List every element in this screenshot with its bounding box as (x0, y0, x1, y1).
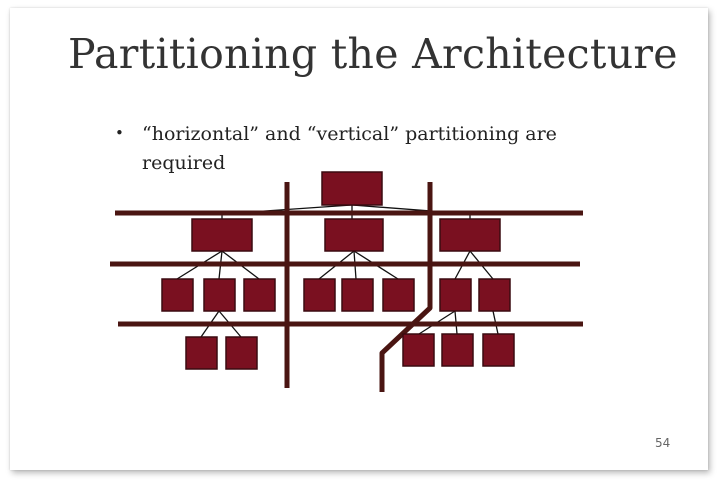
bullet-text: “horizontal” and “vertical” partitioning are required (142, 123, 557, 174)
node-box (304, 279, 335, 311)
node-box (226, 337, 257, 369)
node-box (204, 279, 235, 311)
bullet-marker: • (115, 124, 124, 142)
page-number: 54 (655, 436, 671, 450)
node-box (483, 334, 514, 366)
node-box (192, 219, 252, 251)
slide-title: Partitioning the Architecture (68, 30, 678, 78)
node-box (342, 279, 373, 311)
node-box (383, 279, 414, 311)
node-box (322, 172, 382, 205)
node-box (162, 279, 193, 311)
node-box (244, 279, 275, 311)
node-box (186, 337, 217, 369)
tree-nodes (162, 172, 514, 369)
node-box (440, 219, 500, 251)
node-box (479, 279, 510, 311)
node-box (440, 279, 471, 311)
node-box (325, 219, 383, 251)
node-box (403, 334, 434, 366)
node-box (442, 334, 473, 366)
